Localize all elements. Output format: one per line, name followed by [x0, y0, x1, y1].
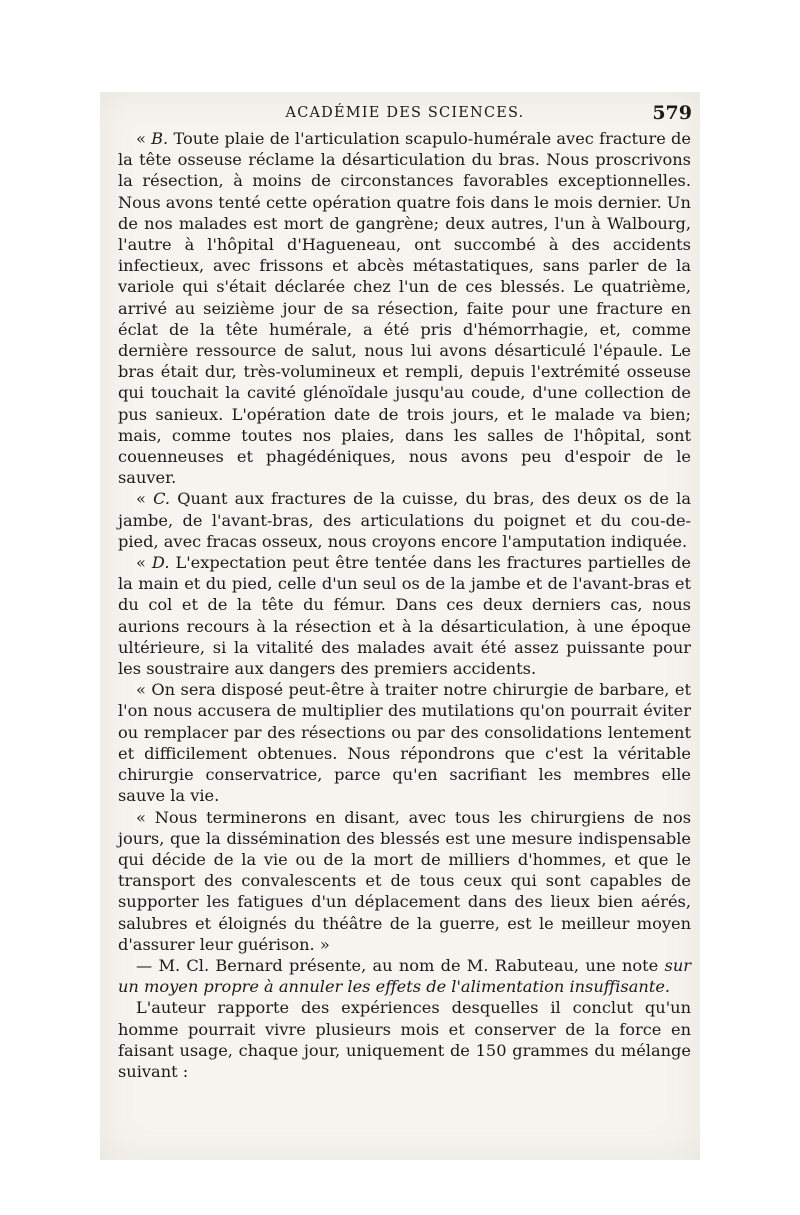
- paragraph-conclusion: [118, 807, 691, 955]
- paragraph-bernard-note: [118, 955, 691, 997]
- quote-mark: «: [136, 489, 154, 509]
- note-title: sur un moyen propre à annuler les effets de l'alimentation insuffisante.: [118, 955, 691, 997]
- book-page: [100, 92, 700, 1160]
- section-label-d: D.: [151, 553, 170, 573]
- paragraph-text: Toute plaie de l'articulation scapulo-humérale avec fracture de la tête osseuse réclame la désarticulation du bras. Nous proscrivons la résection, à moins de circonstances favorables exceptionnelles. Nous avons tenté cette opération quatre fois dans le mois dernier. Un de nos malades est mort de gangrène; deux autres, l'un à Walbourg, l'autre à l'hôpital d'Hagueneau, ont succombé à des accidents infectieux, avec frissons et abcès métastatiques, sans parler de la variole qui s'était déclarée chez l'un de ces blessés. Le quatrième, arrivé au seizième jour de sa résection, faite pour une fracture en éclat de la tête humérale, a été pris d'hémorrhagie, et, comme dernière ressource de salut, nous lui avons désarticulé l'épaule. Le bras était dur, très-volumineux et rempli, depuis l'extrémité osseuse qui touchait la cavité glénoïdale jusqu'au coude, d'une collection de pus sanieux. L'opération date de trois jours, et le malade va bien; mais, comme toutes nos plaies, dans les salles de l'hôpital, sont couenneuses et phagédéniques, nous avons peu d'espoir de le sauver.: [118, 129, 691, 488]
- paragraph-conservative-surgery: [118, 679, 691, 806]
- running-title: ACADÉMIE DES SCIENCES.: [285, 105, 525, 121]
- paragraph-text: « Nous terminerons en disant, avec tous les chirurgiens de nos jours, que la dissémination des blessés est une mesure indispensable qui décide de la vie ou de la mort de milliers d'hommes, et que le transport des convalescents et de tous ceux qui sont capables de supporter les fatigues d'un déplacement dans des lieux bien aérés, salubres et éloignés du théâtre de la guerre, est le meilleur moyen d'assurer leur guérison. »: [118, 807, 691, 954]
- quote-mark: «: [136, 553, 152, 573]
- section-label-b: B.: [151, 129, 169, 148]
- page-header: [118, 102, 692, 126]
- paragraph-b-shoulder-wounds: [118, 128, 691, 488]
- paragraph-d-expectation: [118, 552, 691, 679]
- paragraph-text: Quant aux fractures de la cuisse, du bras, des deux os de la jambe, de l'avant-bras, des articulations du poignet et du cou-de-pied, avec fracas osseux, nous croyons encore l'amputation indiquée.: [118, 489, 691, 551]
- page-number: 579: [652, 102, 692, 124]
- paragraph-text: L'expectation peut être tentée dans les fractures partielles de la main et du pied, celle d'un seul os de la jambe et de l'avant-bras et du col et de la tête du fémur. Dans ces deux derniers cas, nous aurions recours à la résection et à la désarticulation, à une époque ultérieure, si la vitalité des malades avait été assez puissante pour les soustraire aux dangers des premiers accidents.: [118, 553, 691, 679]
- quote-mark: «: [136, 129, 152, 148]
- paragraph-text: L'auteur rapporte des expériences desquelles il conclut qu'un homme pourrait vivre plusieurs mois et conserver de la force en faisant usage, chaque jour, uniquement de 150 grammes du mélange suivant :: [118, 998, 691, 1081]
- paragraph-text: « On sera disposé peut-être à traiter notre chirurgie de barbare, et l'on nous accusera de multiplier des mutilations qu'on pourrait éviter ou remplacer par des résections ou par des consolidations lentement et difficilement obtenues. Nous répondrons que c'est la véritable chirurgie conservatrice, parce qu'en sacrifiant les membres elle sauve la vie.: [118, 680, 691, 806]
- body-text: [118, 128, 691, 1082]
- paragraph-c-amputation: [118, 488, 691, 552]
- section-label-c: C.: [153, 489, 171, 509]
- paragraph-author-experiments: [118, 997, 691, 1082]
- paragraph-text: — M. Cl. Bernard présente, au nom de M. Rabuteau, une note: [136, 955, 665, 975]
